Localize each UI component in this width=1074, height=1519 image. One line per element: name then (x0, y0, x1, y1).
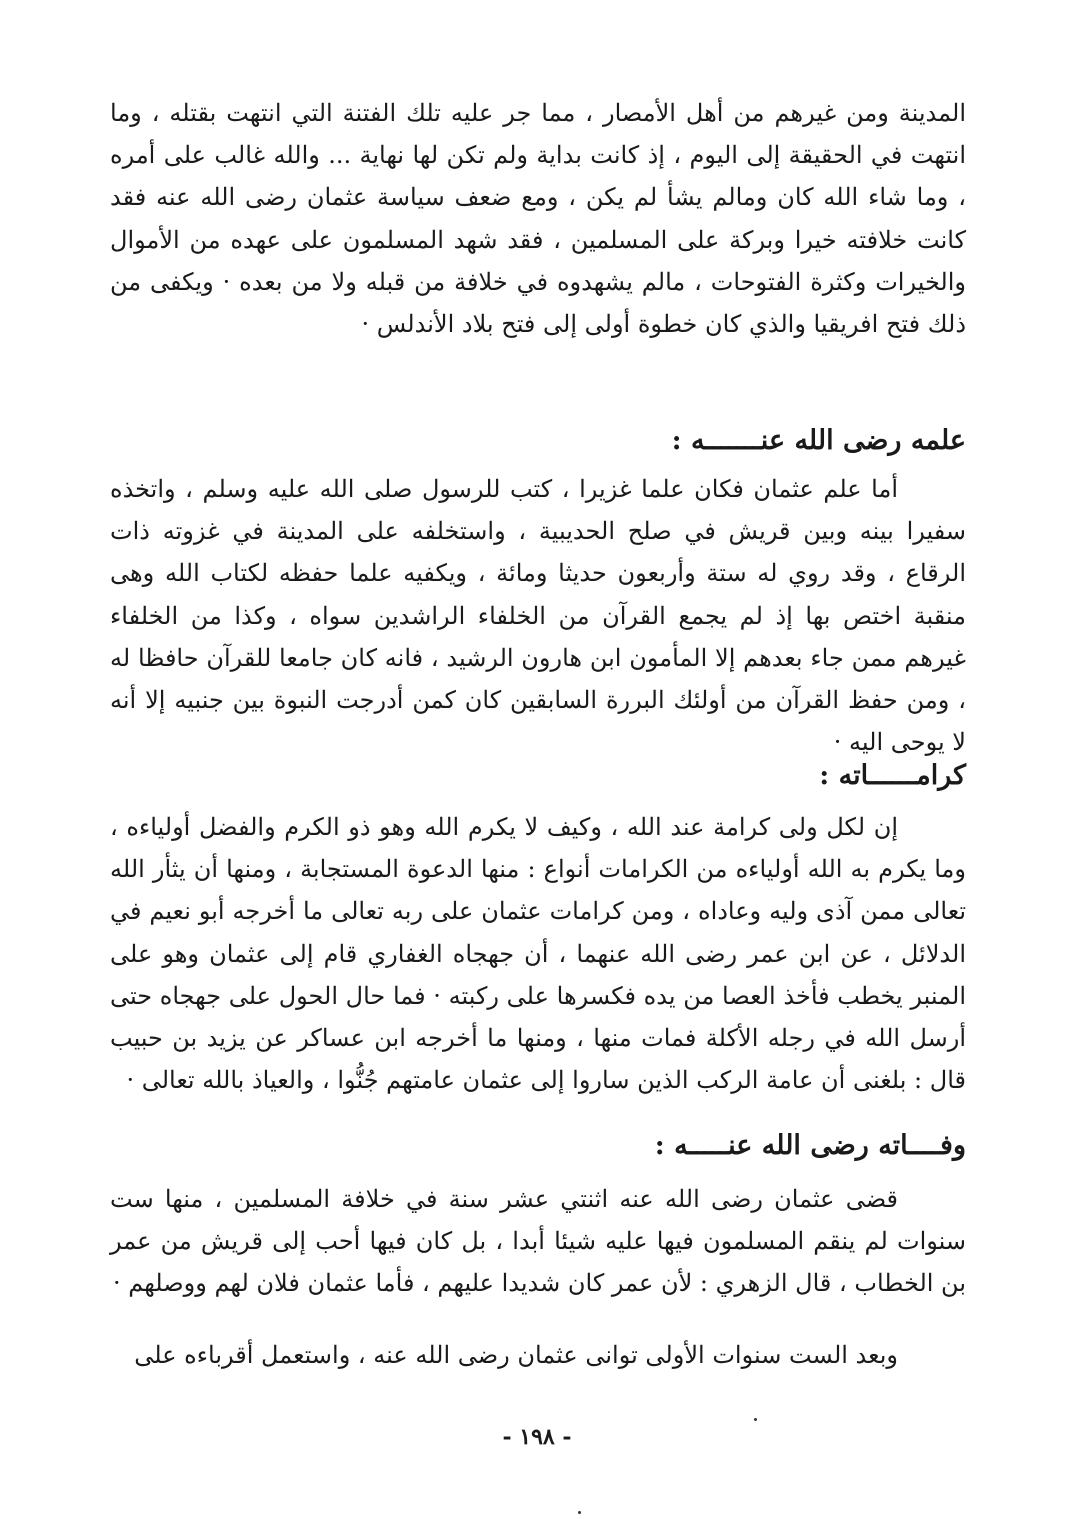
paragraph-death: قضى عثمان رضى الله عنه اثنتي عشر سنة في خلافة المسلمين ، منها ست سنوات لم ينقم المسلمون فيها عليه شيئا أبدا ، بل كان فيها أحب إلى قريش من عمر بن الخطاب ، قال الزهري : لأن عمر كان شديدا عليهم ، فأما عثمان فلان لهم ووصلهم · (110, 1185, 966, 1298)
paragraph-karamat: إن لكل ولى كرامة عند الله ، وكيف لا يكرم الله وهو ذو الكرم والفضل أولياءه ، وما يكرم به الله أولياءه من الكرامات أنواع : منها الدعوة المستجابة ، ومنها أن يثأر الله تعالى ممن آذى وليه وعاداه ، ومن كرامات عثمان على ربه تعالى ما أخرجه أبو نعيم في الدلائل ، عن ابن عمر رضى الله عنهما ، أن جهجاه الغفاري قام إلى عثمان وهو على المنبر يخطب فأخذ العصا من يده فكسرها على ركبته · فما حال الحول على جهجاه حتى أرسل الله في رجله الأكلة فمات منها ، ومنها ما أخرجه ابن عساكر عن يزيد بن حبيب قال : بلغنى أن عامة الركب الذين ساروا إلى عثمان عامتهم جُنُّوا ، والعياذ بالله تعالى · (110, 813, 966, 1095)
paragraph-after: وبعد الست سنوات الأولى توانى عثمان رضى الله عنه ، واستعمل أقرباءه على (134, 1341, 898, 1369)
heading-death: وفــــاته رضى الله عنـــــه : (654, 1130, 966, 1161)
page-number: - ١٩٨ - (502, 1424, 572, 1450)
heading-karamat: كرامــــــاته : (819, 760, 966, 791)
paragraph-intro: المدينة ومن غيرهم من أهل الأمصار ، مما جر عليه تلك الفتنة التي انتهت بقتله ، وما انتهت في الحقيقة إلى اليوم ، إذ كانت بداية ولم تكن لها نهاية ... والله غالب على أمره ، وما شاء الله كان ومالم يشأ لم يكن ، ومع ضعف سياسة عثمان رضى الله عنه فقد كانت خلافته خيرا وبركة على المسلمين ، فقد شهد المسلمون على عهده من الأموال والخيرات وكثرة الفتوحات ، مالم يشهدوه في خلافة من قبله ولا من بعده · ويكفى من ذلك فتح افريقيا والذي كان خطوة أولى إلى فتح بلاد الأندلس · (110, 99, 967, 339)
speck-mark (754, 1418, 757, 1421)
speck-mark (578, 1511, 581, 1514)
paragraph-knowledge: أما علم عثمان فكان علما غزيرا ، كتب للرسول صلى الله عليه وسلم ، واتخذه سفيرا بينه وبين قريش في صلح الحديبية ، واستخلفه على المدينة في غزوته ذات الرقاع ، وقد روي له ستة وأربعون حديثا ومائة ، ويكفيه علما حفظه لكتاب الله وهى منقبة اختص بها إذ لم يجمع القرآن من الخلفاء الراشدين سواه ، وكذا من الخلفاء غيرهم ممن جاء بعدهم إلا المأمون ابن هارون الرشيد ، فانه كان جامعا للقرآن حافظا له ، ومن حفظ القرآن من أولئك البررة السابقين كان كمن أدرجت النبوة بين جنبيه إلا أنه لا يوحى اليه · (110, 475, 967, 757)
heading-knowledge: علمه رضى الله عنـــــــه : (671, 425, 966, 456)
